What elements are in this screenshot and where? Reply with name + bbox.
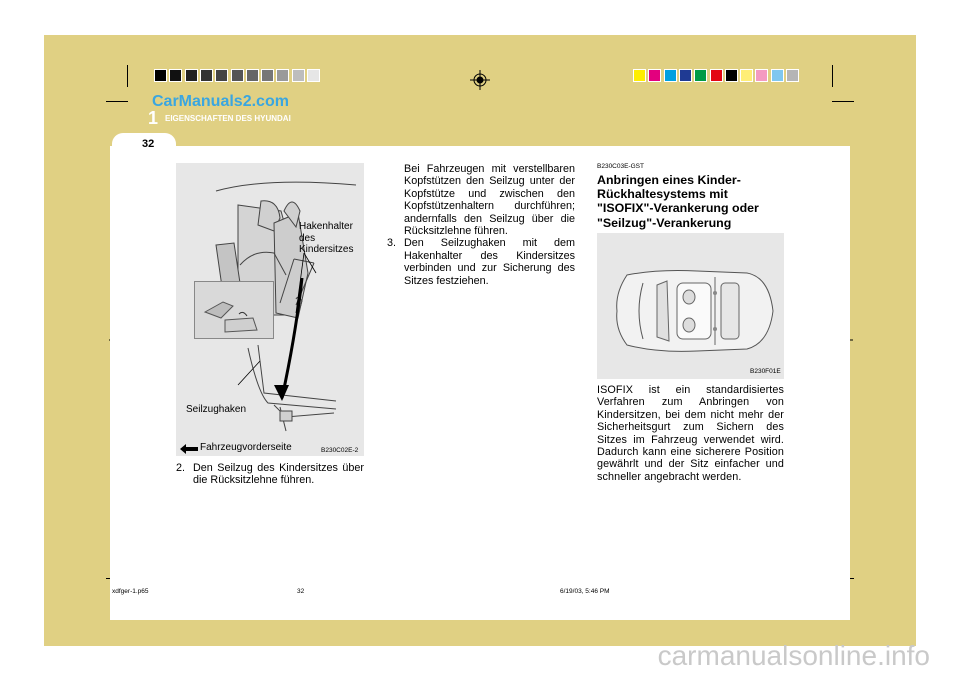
step-text: Den Seilzughaken mit dem Hakenhalter des Kindersitzes verbinden und zur Sicherung des Sitzes festziehen. bbox=[404, 237, 575, 287]
color-swatch bbox=[771, 69, 784, 82]
figure-child-seat-tether bbox=[176, 163, 364, 456]
step-text: Den Seilzug des Kindersitzes über die Rücksitzlehne führen. bbox=[193, 462, 364, 487]
color-swatch bbox=[679, 69, 692, 82]
chapter-title: EIGENSCHAFTEN DES HYUNDAI bbox=[165, 114, 291, 123]
instruction-step-2 bbox=[176, 462, 364, 487]
label-tether-hook: Seilzughaken bbox=[186, 404, 247, 415]
color-swatch bbox=[694, 69, 707, 82]
crop-mark bbox=[832, 65, 833, 87]
color-swatch bbox=[246, 69, 259, 82]
color-swatch bbox=[200, 69, 213, 82]
color-swatch bbox=[292, 69, 305, 82]
chapter-number: 1 bbox=[148, 108, 159, 128]
color-swatch bbox=[786, 69, 799, 82]
figure-inset-hook bbox=[194, 281, 274, 339]
color-swatch bbox=[261, 69, 274, 82]
label-hook-holder: Hakenhalter des Kindersitzes bbox=[299, 221, 354, 255]
color-swatch bbox=[664, 69, 677, 82]
color-swatch bbox=[648, 69, 661, 82]
color-swatch bbox=[725, 69, 738, 82]
footer-timestamp: 6/19/03, 5:46 PM bbox=[560, 588, 610, 595]
section-heading: Anbringen eines Kinder-Rückhaltesystems mit "ISOFIX"-Verankerung oder "Seilzug"-Verankerung bbox=[597, 173, 759, 230]
color-swatch bbox=[633, 69, 646, 82]
crop-mark bbox=[106, 101, 128, 102]
color-swatch bbox=[307, 69, 320, 82]
color-swatch bbox=[755, 69, 768, 82]
footer-filename: xdfger-1.p65 bbox=[112, 588, 149, 595]
color-swatch bbox=[710, 69, 723, 82]
hook-holder-inset-drawing bbox=[195, 282, 273, 338]
arrow-left-icon bbox=[180, 444, 198, 454]
crop-mark bbox=[832, 101, 854, 102]
figure-isofix-car bbox=[597, 233, 784, 379]
crop-mark bbox=[127, 65, 128, 87]
middle-column bbox=[387, 163, 575, 287]
step-number: 3. bbox=[387, 237, 397, 250]
isofix-body-paragraph: ISOFIX ist ein standardisiertes Verfahren zum Anbringen von Kindersitzen, bei dem nicht mehr der Sicherheitsgurt zum Sichern des Sitzes im Fahrzeug verwendet wird. Dadurch kann eine sicherere Position gewährlt und der Sitz einfacher und schneller angebracht werden. bbox=[597, 384, 784, 483]
car-top-view-illustration bbox=[597, 233, 784, 379]
registration-mark-icon bbox=[470, 70, 490, 90]
section-code: B230C03E-GST bbox=[597, 163, 644, 170]
watermark-top: CarManuals2.com bbox=[152, 93, 289, 110]
color-swatch bbox=[169, 69, 182, 82]
figure-code-left: B230C02E-2 bbox=[321, 447, 359, 454]
figure-code-right: B230F01E bbox=[750, 368, 781, 375]
color-swatch bbox=[185, 69, 198, 82]
color-swatch bbox=[276, 69, 289, 82]
intro-paragraph: Bei Fahrzeugen mit verstellbaren Kopfstützen den Seilzug unter der Kopfstütze und zwischen den Kopfstützenhaltern durchführen; andernfalls den Seilzug über die Rücksitzlehne führen. bbox=[404, 163, 575, 238]
footer-page: 32 bbox=[297, 588, 305, 595]
color-swatch bbox=[215, 69, 228, 82]
color-swatch bbox=[154, 69, 167, 82]
color-swatch bbox=[740, 69, 753, 82]
watermark-bottom: carmanualsonline.info bbox=[657, 640, 930, 671]
step-number: 2. bbox=[176, 462, 186, 474]
label-vehicle-front: Fahrzeugvorderseite bbox=[200, 442, 292, 453]
page-number: 32 bbox=[142, 138, 155, 150]
color-swatch bbox=[231, 69, 244, 82]
